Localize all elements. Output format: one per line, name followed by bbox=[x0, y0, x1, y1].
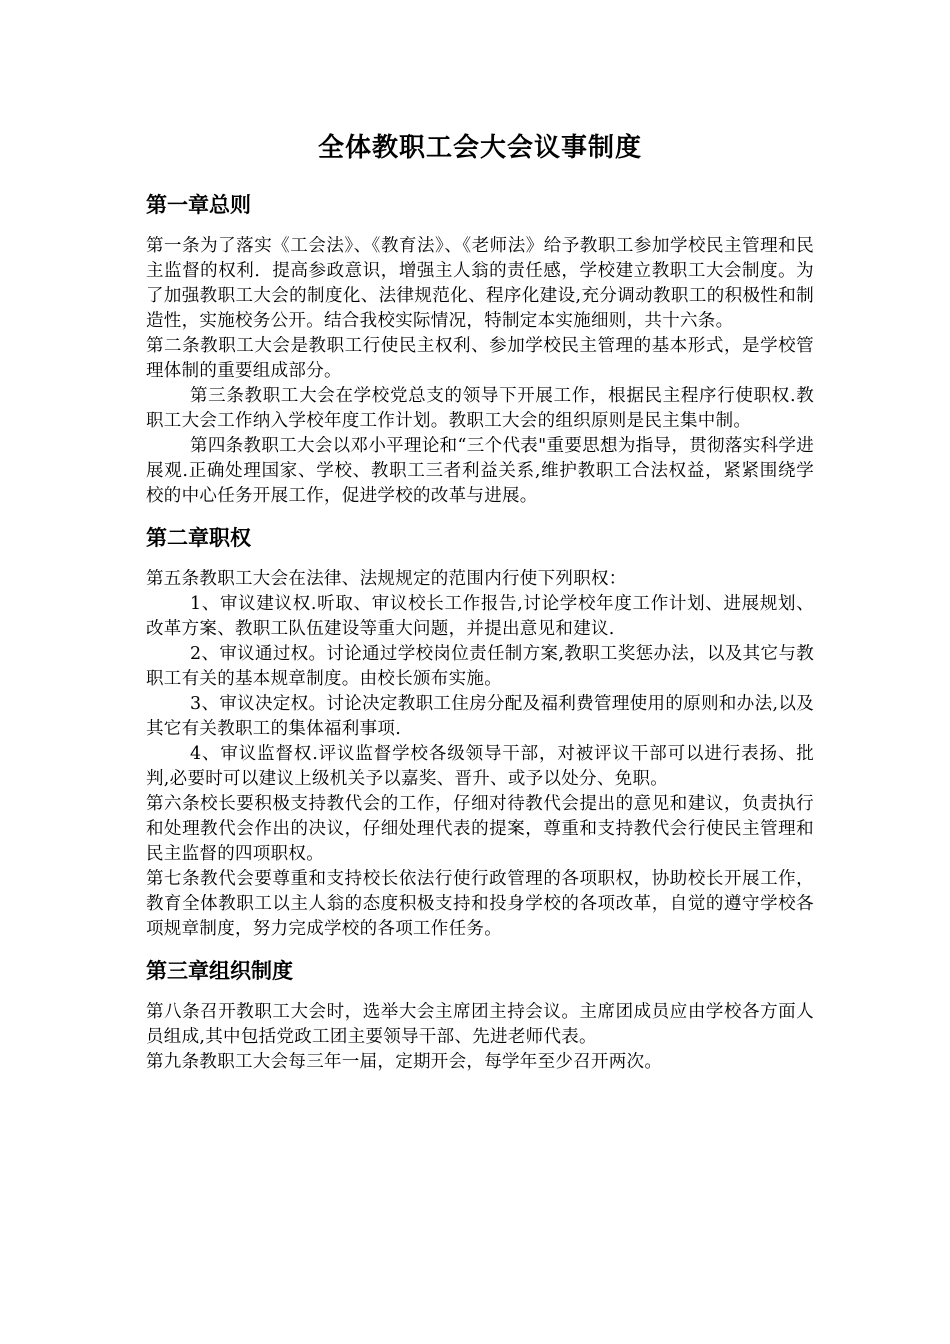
article-paragraph: 第五条教职工大会在法律、法规规定的范围内行使下列职权： bbox=[146, 569, 627, 589]
document-body bbox=[146, 128, 814, 1075]
chapter-heading: 第三章组织制度 bbox=[146, 959, 293, 983]
article-paragraph: 第二条教职工大会是教职工行使民主权利、参加学校民主管理的基本形式，是学校管理体制的重要组成部分。 bbox=[146, 336, 814, 381]
article-paragraph: 第六条校长要积极支持教代会的工作，仔细对待教代会提出的意见和建议，负责执行和处理教代会作出的决议，仔细处理代表的提案，尊重和支持教代会行使民主管理和民主监督的四项职权。 bbox=[146, 794, 814, 864]
list-item: 4、审议监督权.评议监督学校各级领导干部，对被评议干部可以进行表扬、批判,必要时可以建议上级机关予以嘉奖、晋升、或予以处分、免职。 bbox=[146, 744, 814, 789]
chapter-heading: 第二章职权 bbox=[146, 526, 251, 550]
chapter-heading: 第一章总则 bbox=[146, 193, 251, 217]
list-item: 2、审议通过权。讨论通过学校岗位责任制方案,教职工奖惩办法，以及其它与教职工有关的基本规章制度。由校长颁布实施。 bbox=[146, 644, 814, 689]
article-paragraph: 第九条教职工大会每三年一届，定期开会，每学年至少召开两次。 bbox=[146, 1052, 663, 1072]
list-item: 3、审议决定权。讨论决定教职工住房分配及福利费管理使用的原则和办法,以及其它有关教职工的集体福利事项. bbox=[146, 694, 814, 739]
article-paragraph: 第四条教职工大会以邓小平理论和“三个代表"重要思想为指导，贯彻落实科学进展观.正确处理国家、学校、教职工三者利益关系,维护教职工合法权益，紧紧围绕学校的中心任务开展工作，促进学校的改革与进展。 bbox=[146, 436, 814, 506]
list-item: 1、审议建议权.听取、审议校长工作报告,讨论学校年度工作计划、进展规划、改革方案、教职工队伍建设等重大问题，并提出意见和建议. bbox=[146, 594, 814, 639]
article-paragraph: 第七条教代会要尊重和支持校长依法行使行政管理的各项职权，协助校长开展工作，教育全体教职工以主人翁的态度积极支持和投身学校的各项改革，自觉的遵守学校各项规章制度，努力完成学校的各项工作任务。 bbox=[146, 869, 814, 939]
document-title: 全体教职工会大会议事制度 bbox=[317, 133, 642, 163]
article-paragraph: 第一条为了落实《工会法》、《教育法》、《老师法》给予教职工参加学校民主管理和民主监督的权利．提高参政意识，增强主人翁的责任感，学校建立教职工大会制度。为了加强教职工大会的制度化、法律规范化、程序化建设,充分调动教职工的积极性和制造性，实施校务公开。结合我校实际情况，特制定本实施细则，共十六条。 bbox=[146, 236, 814, 331]
article-paragraph: 第八条召开教职工大会时，选举大会主席团主持会议。主席团成员应由学校各方面人员组成,其中包括党政工团主要领导干部、先进老师代表。 bbox=[146, 1002, 814, 1047]
article-paragraph: 第三条教职工大会在学校党总支的领导下开展工作，根据民主程序行使职权.教职工大会工作纳入学校年度工作计划。教职工大会的组织原则是民主集中制。 bbox=[146, 386, 814, 431]
